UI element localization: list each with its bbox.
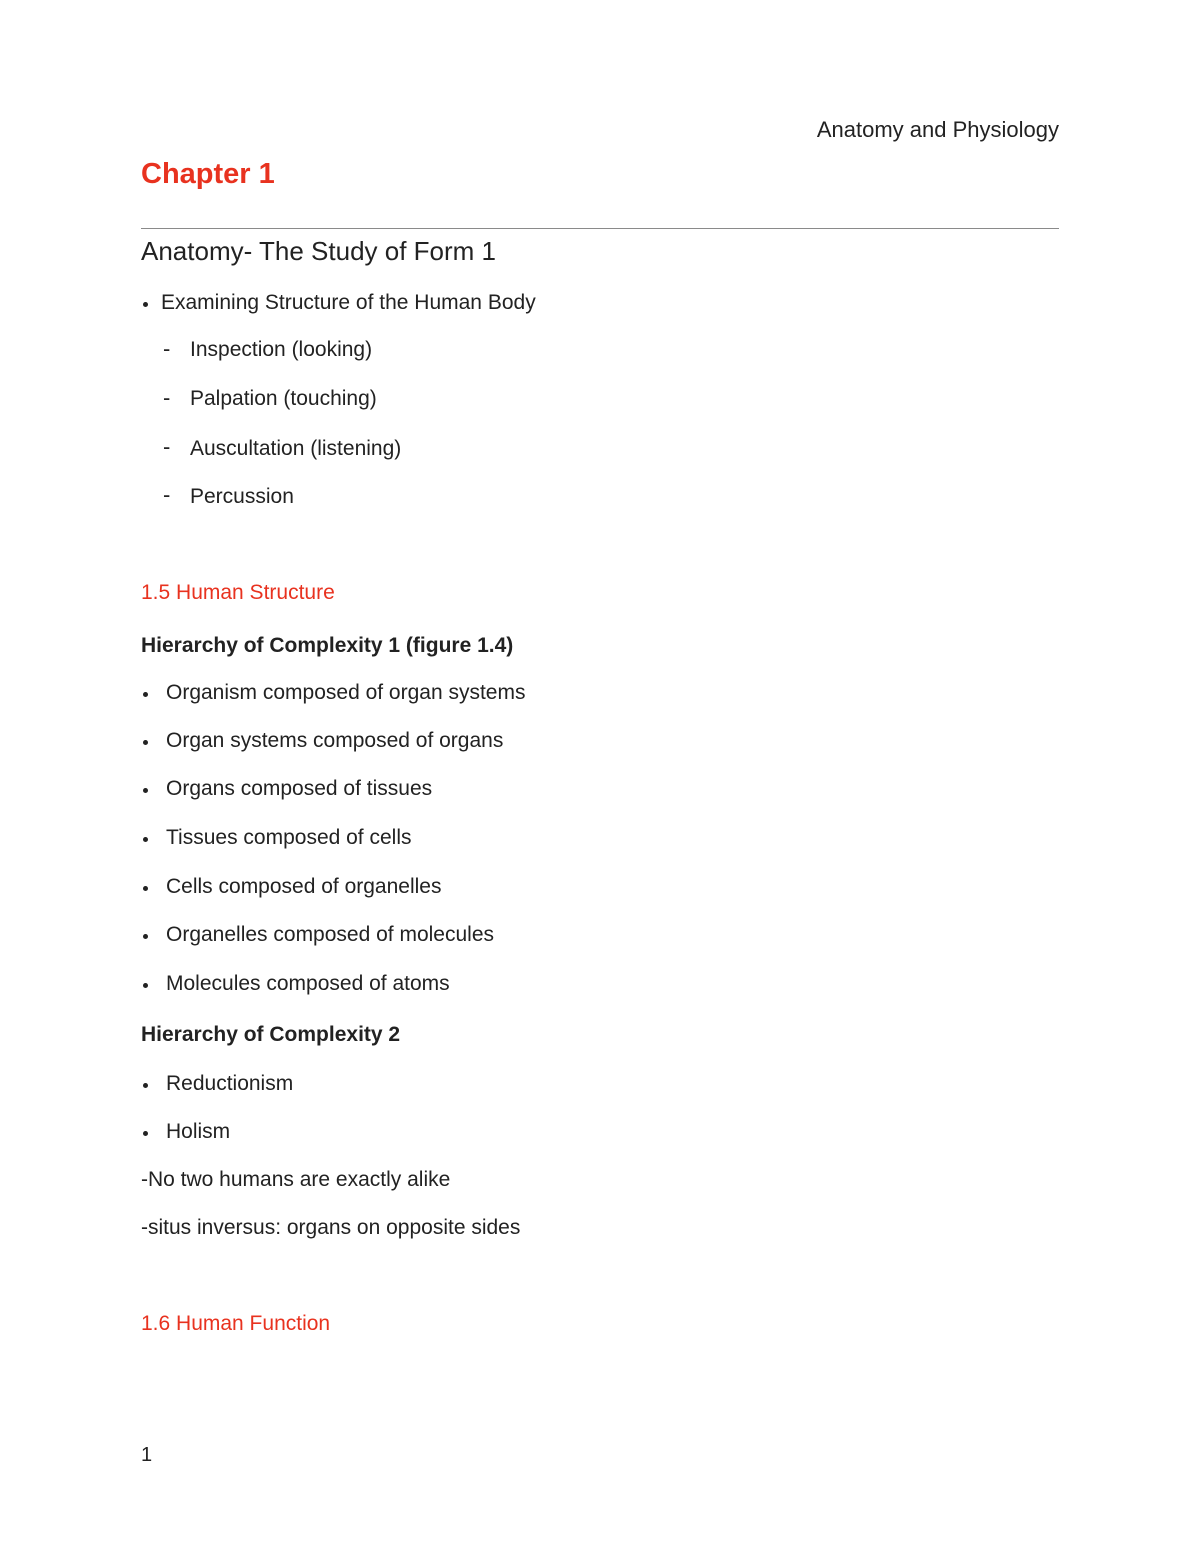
bullet-icon — [143, 788, 148, 793]
list-item: Organelles composed of molecules — [166, 923, 495, 946]
note-line: -situs inversus: organs on opposite sides — [141, 1216, 521, 1239]
list-item: Examining Structure of the Human Body — [161, 291, 536, 314]
list-item: Tissues composed of cells — [166, 826, 412, 849]
list-item: Organs composed of tissues — [166, 777, 433, 800]
note-line: -No two humans are exactly alike — [141, 1168, 451, 1191]
bullet-icon — [143, 740, 148, 745]
section-heading-structure: 1.5 Human Structure — [141, 581, 335, 604]
list-item: Reductionism — [166, 1072, 294, 1095]
section-heading-function: 1.6 Human Function — [141, 1312, 331, 1335]
dash-icon: - — [163, 482, 171, 507]
sub-list-item: Auscultation (listening) — [190, 437, 402, 460]
list-item: Holism — [166, 1120, 231, 1143]
list-item: Organism composed of organ systems — [166, 681, 526, 704]
dash-icon: - — [163, 434, 171, 459]
sub-list-item: Inspection (looking) — [190, 338, 373, 361]
list-item: Molecules composed of atoms — [166, 972, 450, 995]
bullet-icon — [143, 886, 148, 891]
dash-icon: - — [163, 385, 171, 410]
bullet-icon — [143, 1083, 148, 1088]
dash-icon: - — [163, 336, 171, 361]
page-number: 1 — [141, 1444, 153, 1466]
bullet-icon — [143, 302, 148, 307]
bullet-icon — [143, 1131, 148, 1136]
sub-list-item: Palpation (touching) — [190, 387, 377, 410]
list-item: Organ systems composed of organs — [166, 729, 504, 752]
subheading-hierarchy-1: Hierarchy of Complexity 1 (figure 1.4) — [141, 634, 514, 657]
running-header: Anatomy and Physiology — [816, 117, 1059, 142]
bullet-icon — [143, 837, 148, 842]
horizontal-divider — [141, 228, 1059, 229]
section-title-anatomy: Anatomy- The Study of Form 1 — [141, 236, 496, 266]
sub-list-item: Percussion — [190, 485, 294, 508]
chapter-title: Chapter 1 — [141, 158, 275, 190]
bullet-icon — [143, 934, 148, 939]
bullet-icon — [143, 983, 148, 988]
bullet-icon — [143, 692, 148, 697]
subheading-hierarchy-2: Hierarchy of Complexity 2 — [141, 1023, 401, 1046]
list-item: Cells composed of organelles — [166, 875, 442, 898]
